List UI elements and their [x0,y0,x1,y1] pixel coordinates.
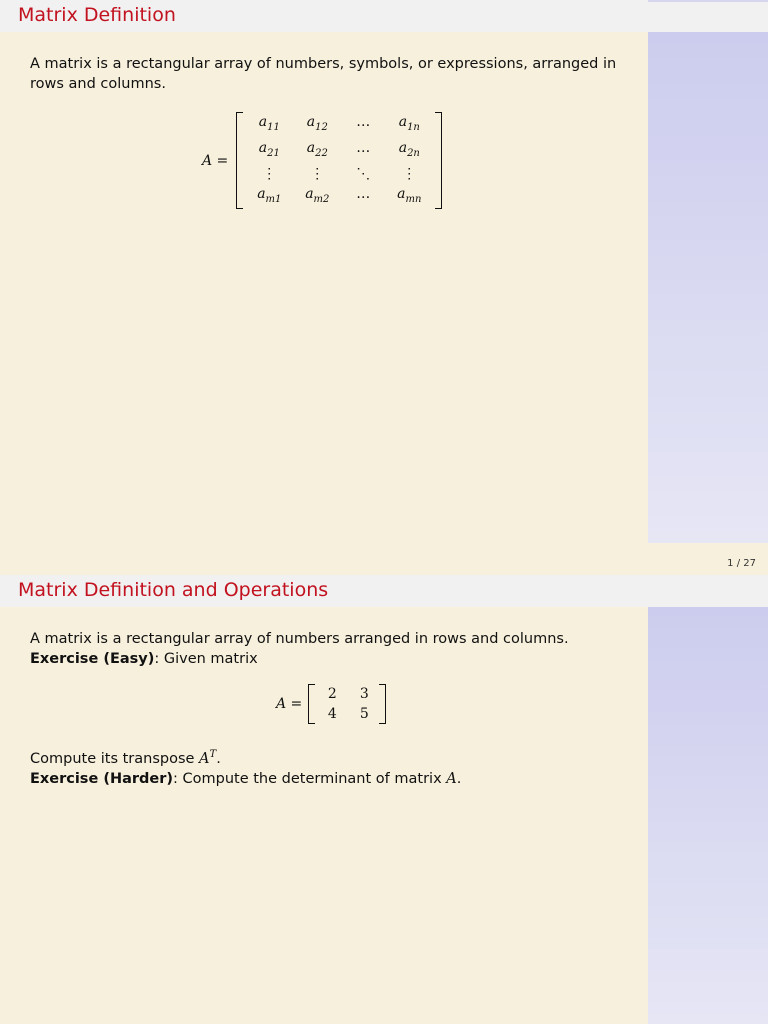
matrix-equation [202,112,442,209]
transpose-text: Compute its transpose [30,750,195,767]
general-matrix [243,112,435,209]
matrix-cell: 4 [327,706,337,722]
title-bar-right [648,575,768,607]
matrix-cell: $a_{11}$ [258,114,280,133]
exercise-harder-label: Exercise (Harder) [30,770,174,787]
title-bar [0,575,648,607]
matrix-cell: $a_{mn}$ [397,185,422,205]
right-bracket [379,684,386,724]
matrix-cell: 5 [359,706,369,722]
exercise-easy-text: : Given matrix [154,651,258,667]
matrix-cell: 3 [359,686,369,702]
title-bar-strip [648,0,768,2]
matrix-cell: … [356,114,371,130]
example-matrix [315,684,379,724]
equation-lhs: A = [276,696,303,712]
definition-paragraph: A matrix is a rectangular array of numbers, symbols, or expressions, arranged in rows and columns. [30,56,617,92]
matrix-cell: $a_{22}$ [306,139,328,159]
matrix-cell: $a_{m1}$ [257,185,282,205]
right-bracket [435,112,442,209]
matrix-cell: ⋮ [310,165,325,182]
operations-paragraph: A matrix is a rectangular array of numbers arranged in rows and columns. [30,631,569,647]
slide-title: Matrix Definition and Operations [18,579,329,601]
matrix-cell: ⋮ [262,165,277,182]
matrix-cell: … [356,139,371,156]
left-bracket [236,112,243,209]
exercise-harder-text: : Compute the determinant of matrix [173,770,442,787]
matrix-cell: ⋱ [356,165,371,182]
slide-title: Matrix Definition [18,4,176,26]
title-bar [0,0,648,32]
page-number: 1 / 27 [727,558,756,569]
title-bar-right [648,0,768,32]
matrix-cell: $a_{m2}$ [305,185,330,205]
matrix-cell: … [356,185,371,202]
exercise-easy [30,649,620,669]
matrix-cell: $a_{1n}$ [398,114,420,133]
exercise-text [30,745,620,789]
matrix-equation [276,684,386,724]
matrix-cell: $a_{12}$ [306,114,328,133]
matrix-cell: $a_{2n}$ [398,139,420,159]
left-bracket [308,684,315,724]
transpose-line: Compute its transpose $A^T$. [30,749,221,767]
matrix-cell: 2 [327,686,337,702]
sidebar-panel [648,607,768,1024]
transpose-superscript: T [209,749,217,760]
transpose-symbol: A [199,750,210,767]
slide-2 [0,575,768,1024]
exercise-harder: Exercise (Harder): Compute the determinant of matrix A. [30,770,462,787]
exercise-harder-symbol: A [446,770,457,787]
operations-text [30,629,620,669]
equation-lhs: A = [202,152,229,169]
sidebar-panel [648,32,768,543]
exercise-easy-label: Exercise (Easy) [30,651,155,667]
matrix-cell: $a_{21}$ [258,139,280,159]
matrix-cell: ⋮ [402,165,417,182]
